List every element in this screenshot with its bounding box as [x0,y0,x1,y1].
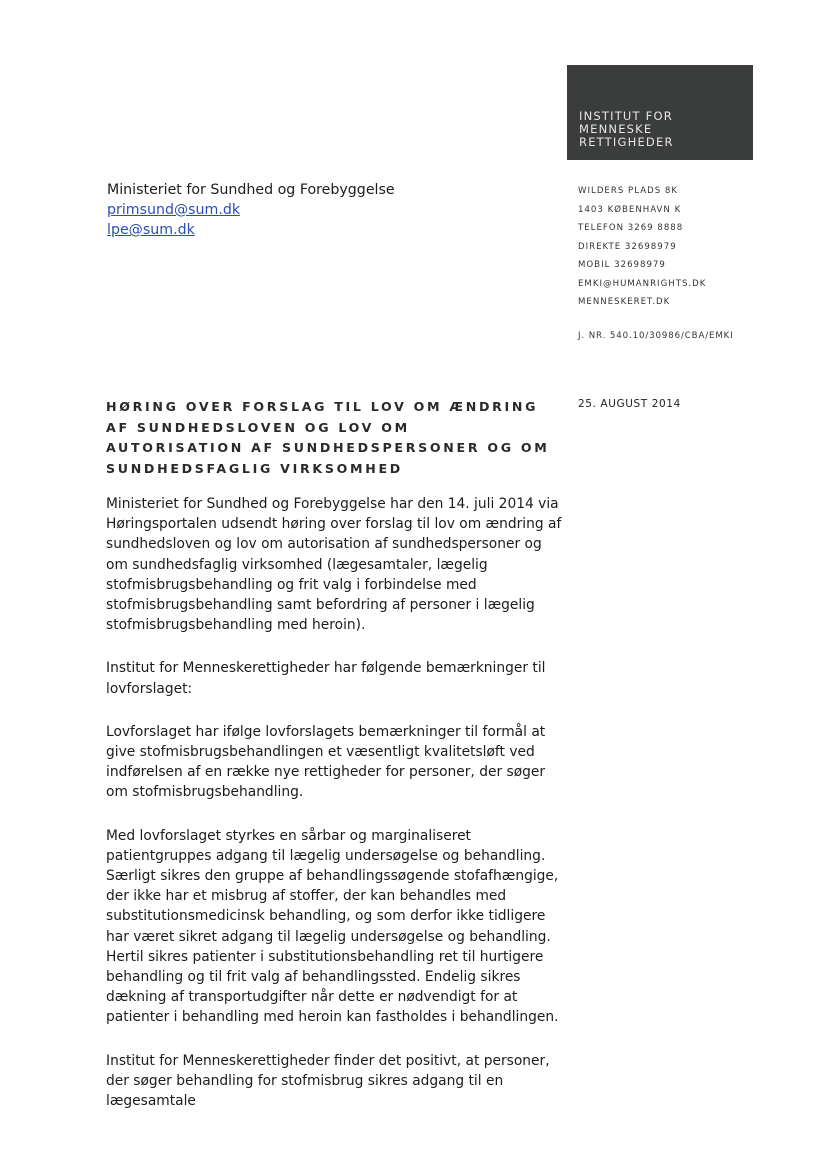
sender-mobile: MOBIL 32698979 [578,260,666,270]
institute-logo [567,65,753,160]
letter-title: HØRING OVER FORSLAG TIL LOV OM ÆNDRING AF SUNDHEDSLOVEN OG LOV OM AUTORISATION AF SUNDHEDSPERSONER OG OM SUNDHEDSFAGLIG VIRKSOMHED [106,399,550,476]
letter-body [106,494,566,1134]
body-paragraph: Institut for Menneskerettigheder har følgende bemærkninger til lovforslaget: [106,660,546,697]
logo-line-3: RETTIGHEDER [579,135,674,149]
body-paragraph: Institut for Menneskerettigheder finder det positivt, at personer, der søger behandling for stofmisbrug sikres adgang til en lægesamtale [106,1052,550,1110]
body-paragraph: Med lovforslaget styrkes en sårbar og marginaliseret patientgruppes adgang til lægelig undersøgelse og behandling. Særligt sikres den gruppe af behandlingssøgende stofafhængige, der ikke har et misbrug af stoffer, der kan behandles med substitutionsmedicinsk behandling, og som derfor ikke tidligere har været sikret adgang til lægelig undersøgelse og behandling. Hertil sikres patienter i substitutionsbehandling ret til hurtigere behandling og til frit valg af behandlingssted. Endelig sikres dækning af transportudgifter når dette er nødvendigt for at patienter i behandling med heroin kan fastholdes i behandlingen. [106,827,559,1026]
logo-line-2: MENNESKE [579,122,653,136]
sender-city: 1403 KØBENHAVN K [578,204,682,215]
sender-address-block [578,182,706,312]
sender-website: MENNESKERET.DK [578,297,671,307]
recipient-email-link-2[interactable]: lpe@sum.dk [107,222,195,238]
letter-date: 25. AUGUST 2014 [578,398,681,410]
recipient-name: Ministeriet for Sundhed og Forebyggelse [107,182,395,198]
sender-phone: TELEFON 3269 8888 [578,223,684,233]
recipient-email-link[interactable]: primsund@sum.dk [107,202,241,218]
journal-number: J. NR. 540.10/30986/CBA/EMKI [578,331,734,341]
sender-email: EMKI@HUMANRIGHTS.DK [578,278,707,289]
recipient-block [107,180,395,240]
sender-direct: DIREKTE 32698979 [578,241,677,252]
sender-address: WILDERS PLADS 8K [578,186,678,196]
body-paragraph: Lovforslaget har ifølge lovforslagets bemærkninger til formål at give stofmisbrugsbehandlingen et væsentligt kvalitetsløft ved indførelsen af en række nye rettigheder for personer, der søger om stofmisbrugsbehandling. [106,723,546,801]
logo-line-1: INSTITUT FOR [579,109,673,123]
body-paragraph: Ministeriet for Sundhed og Forebyggelse har den 14. juli 2014 via Høringsportalen udsendt høring over forslag til lov om ændring af sundhedsloven og lov om autorisation af sundhedspersoner og om sundhedsfaglig virksomhed (lægesamtaler, lægelig stofmisbrugsbehandling og frit valg i forbindelse med stofmisbrugsbehandling samt befordring af personer i lægelig stofmisbrugsbehandling med heroin). [106,496,562,634]
